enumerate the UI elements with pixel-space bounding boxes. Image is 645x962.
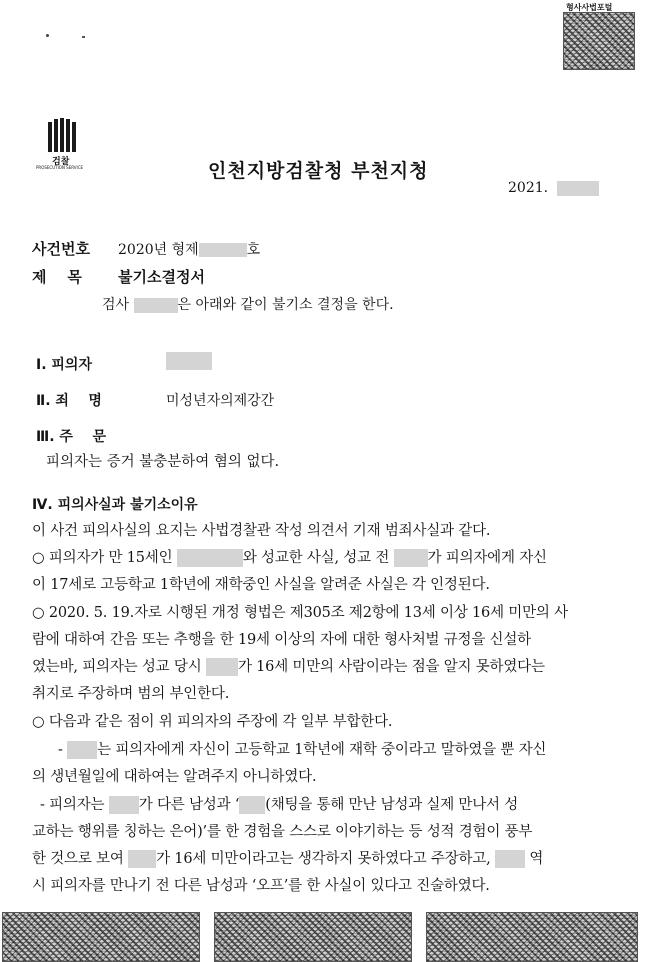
body-line-2: ○ 피의자가 만 15세인 와 성교한 사실, 성교 전 가 피의자에게 자신 [32,550,547,566]
portal-stamp-label: 형사사법포털 [566,3,613,12]
subject-label: 제 목 [32,268,82,286]
logo-subtext: PROSECUTION SERVICE [36,165,84,170]
logo-text: 검찰 [52,157,70,167]
case-number-value: 2020년 형제 호 [118,242,261,258]
redacted-victim-name [495,850,525,868]
scan-speck [82,36,85,38]
redacted-victim-name [206,658,238,676]
body-line-14: 시 피의자를 만나기 전 다른 남성과 ‘오프’를 한 사실이 있다고 진술하였다. [32,878,490,894]
body-line-11: - 피의자는 가 다른 남성과 ‘ (채팅을 통해 만난 남성과 실제 만나서 성 [40,797,519,813]
redacted-slang-term [239,796,265,814]
body-line-6: 였는바, 피의자는 성교 당시 가 16세 미만의 사람이라는 점을 알지 못하였다는 [32,659,545,675]
body-line-3: 이 17세로 고등학교 1학년에 재학중인 사실을 알려준 사실은 각 인정된다. [32,577,490,593]
section-2-charge-label: Ⅱ. 죄 명 [36,393,102,409]
section-1-suspect-label: Ⅰ. 피의자 [36,357,92,373]
redacted-date [557,181,599,196]
body-line-8: ○ 다음과 같은 점이 위 피의자의 주장에 각 일부 부합한다. [32,714,393,730]
section-4-reasons-label: Ⅳ. 피의사실과 불기소이유 [32,497,198,513]
body-line-4: ○ 2020. 5. 19.자로 시행된 개정 형법은 제305조 제2항에 13세 이상 16세 미만의 사 [32,605,568,621]
body-line-5: 람에 대하여 간음 또는 추행을 한 19세 이상의 자에 대한 형사처벌 규정을 신설하 [32,632,531,648]
case-number-label: 사건번호 [32,240,90,258]
subject-value: 불기소결정서 [118,268,205,286]
body-line-9: - 는 피의자에게 자신이 고등학교 1학년에 재학 중이라고 말하였을 뿐 자신 [58,742,547,758]
redacted-victim-name [109,796,139,814]
body-line-10: 의 생년월일에 대하여는 알려주지 아니하였다. [32,769,317,785]
prosecution-logo-icon [47,118,77,152]
date-prefix: 2021. [508,180,549,196]
redacted-suspect-name [166,352,212,370]
order-text: 피의자는 증거 불충분하여 혐의 없다. [46,454,280,470]
redacted-victim-name [67,741,97,759]
redacted-case-number [199,243,247,257]
redacted-victim-name [128,850,156,868]
qr-code-stamp [563,12,635,70]
security-barcode-strip [214,912,412,962]
security-barcode-strip [426,912,638,962]
scan-speck [46,34,49,37]
prosecution-logo [36,118,84,170]
body-line-13: 한 것으로 보여 가 16세 미만이라고는 생각하지 못하였다고 주장하고, 역 [32,851,544,867]
security-barcode-strip [2,912,200,962]
body-line-1: 이 사건 피의사실의 요지는 사법경찰관 작성 의견서 기재 범죄사실과 같다. [32,523,491,539]
charge-value: 미성년자의제강간 [166,393,275,409]
redacted-victim-name [394,549,428,567]
redacted-victim-name [177,549,243,567]
body-line-12: 교하는 행위를 칭하는 은어)’를 한 경험을 스스로 이야기하는 등 성적 경험이 풍부 [32,824,533,840]
redacted-prosecutor-name [134,298,178,313]
body-line-7: 취지로 주장하며 범의 부인한다. [32,686,230,702]
decision-intro: 검사 은 아래와 같이 불기소 결정을 한다. [102,297,394,313]
section-3-order-label: Ⅲ. 주 문 [36,429,106,445]
office-title: 인천지방검찰청 부천지청 [208,160,429,182]
document-date [508,180,599,196]
